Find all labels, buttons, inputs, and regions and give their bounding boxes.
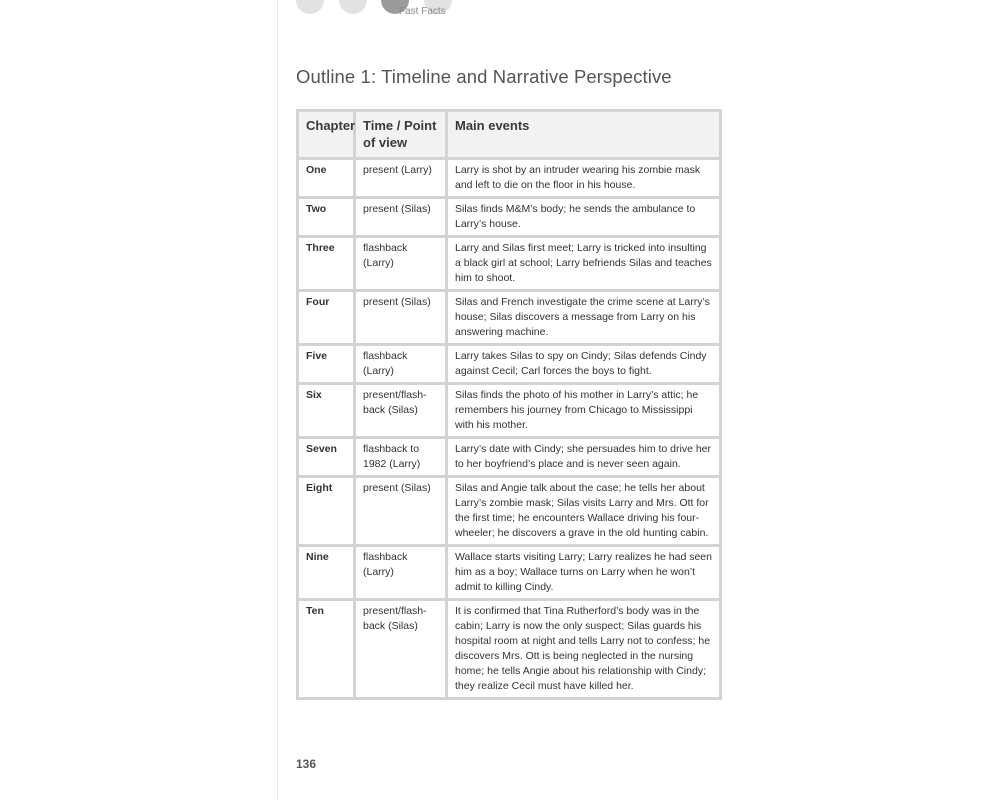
time-cell: present (Larry): [356, 160, 445, 196]
events-cell: Larry’s date with Cindy; she persuades him to drive her to her boyfriend’s place and is never seen again.: [448, 439, 719, 475]
table-row: [299, 292, 719, 343]
table-row: [299, 439, 719, 475]
events-cell: Silas finds the photo of his mother in Larry’s attic; he remembers his journey from Chicago to Mississippi with his mother.: [448, 385, 719, 436]
page-number: 136: [296, 757, 317, 771]
table-header-row: [299, 112, 719, 157]
events-cell: It is confirmed that Tina Rutherford’s body was in the cabin; Larry is now the only suspect; Silas guards his hospital room at night and tells Larry not to confess; he discovers Mrs. Ott is being neglected in the nursing home; he tells Angie about his relationship with Cindy; they realize Cecil must have killed her.: [448, 601, 719, 697]
section-dot-2[interactable]: [339, 0, 367, 14]
table-row: [299, 160, 719, 196]
table-row: [299, 547, 719, 598]
header-main-events: Main events: [448, 112, 719, 157]
table-row: [299, 199, 719, 235]
page-title: Outline 1: Timeline and Narrative Perspective: [296, 66, 672, 87]
chapter-cell: Four: [299, 292, 353, 343]
events-cell: Wallace starts visiting Larry; Larry realizes he had seen him as a boy; Wallace turns on Larry when he won’t admit to killing Cindy.: [448, 547, 719, 598]
events-cell: Larry takes Silas to spy on Cindy; Silas defends Cindy against Cecil; Carl forces the boys to fight.: [448, 346, 719, 382]
time-cell: present/flash-back (Silas): [356, 385, 445, 436]
chapter-cell: One: [299, 160, 353, 196]
table-row: [299, 601, 719, 697]
events-cell: Silas finds M&M’s body; he sends the ambulance to Larry’s house.: [448, 199, 719, 235]
time-cell: flashback (Larry): [356, 238, 445, 289]
time-cell: present (Silas): [356, 478, 445, 544]
table-row: [299, 385, 719, 436]
events-cell: Larry is shot by an intruder wearing his zombie mask and left to die on the floor in his house.: [448, 160, 719, 196]
book-page: [277, 0, 721, 800]
time-cell: flashback (Larry): [356, 547, 445, 598]
events-cell: Silas and French investigate the crime scene at Larry’s house; Silas discovers a message from Larry on his answering machine.: [448, 292, 719, 343]
active-section-label: Fast Facts: [399, 6, 446, 17]
table-row: [299, 478, 719, 544]
time-cell: flashback (Larry): [356, 346, 445, 382]
chapter-cell: Seven: [299, 439, 353, 475]
header-time-pov: Time / Point of view: [356, 112, 445, 157]
time-cell: present/flash-back (Silas): [356, 601, 445, 697]
chapter-cell: Three: [299, 238, 353, 289]
chapter-cell: Nine: [299, 547, 353, 598]
time-cell: present (Silas): [356, 292, 445, 343]
outline-table: [296, 109, 722, 700]
table-row: [299, 238, 719, 289]
section-dot-1[interactable]: [296, 0, 324, 14]
time-cell: present (Silas): [356, 199, 445, 235]
chapter-cell: Two: [299, 199, 353, 235]
chapter-cell: Ten: [299, 601, 353, 697]
header-chapter: Chapter: [299, 112, 353, 157]
table-row: [299, 346, 719, 382]
events-cell: Silas and Angie talk about the case; he tells her about Larry’s zombie mask; Silas visits Larry and Mrs. Ott for the first time; he encounters Wallace driving his four-wheeler; he discovers a grave in the old hunting cabin.: [448, 478, 719, 544]
events-cell: Larry and Silas first meet; Larry is tricked into insulting a black girl at school; Larry befriends Silas and teaches him to shoot.: [448, 238, 719, 289]
time-cell: flashback to 1982 (Larry): [356, 439, 445, 475]
chapter-cell: Eight: [299, 478, 353, 544]
chapter-cell: Six: [299, 385, 353, 436]
chapter-cell: Five: [299, 346, 353, 382]
